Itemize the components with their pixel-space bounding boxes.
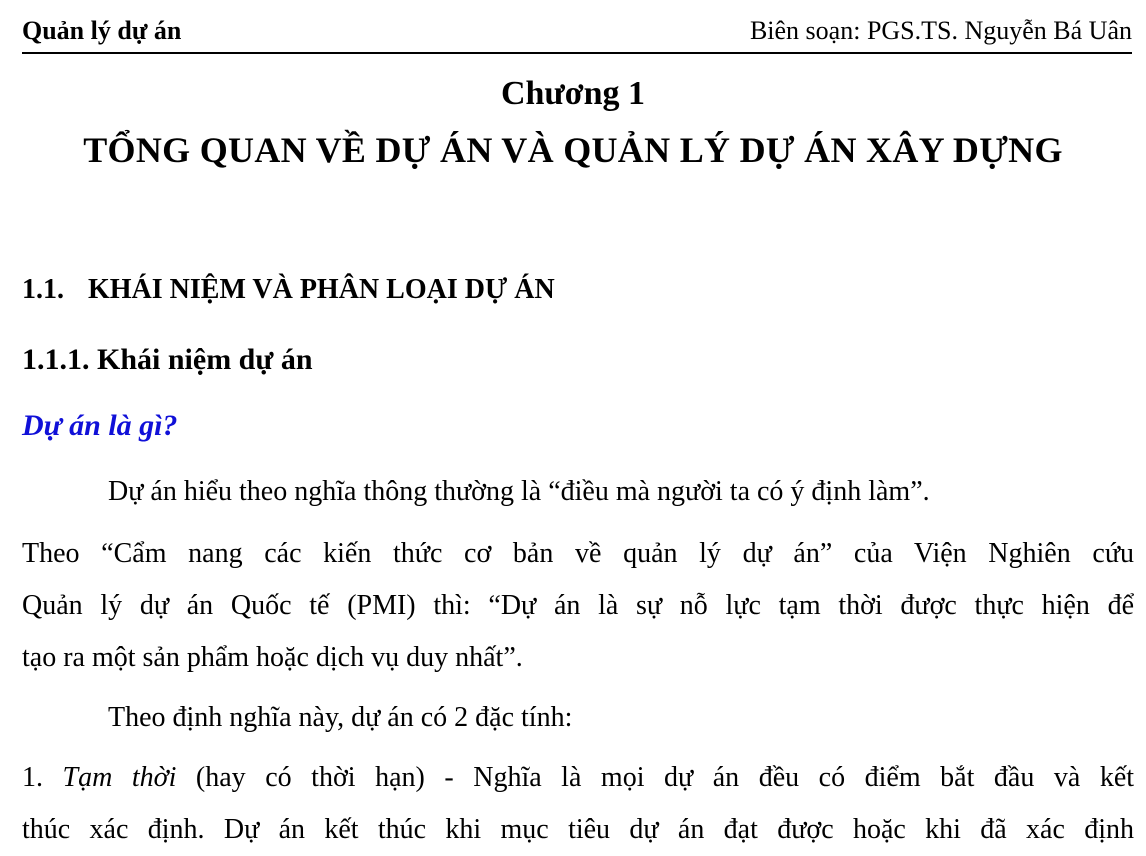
paragraph-pmi-line-1: Theo “Cẩm nang các kiến thức cơ bản về quản lý dự án” của Viện Nghiên cứu <box>22 538 1134 569</box>
section-title: KHÁI NIỆM VÀ PHÂN LOẠI DỰ ÁN <box>88 274 555 305</box>
chapter-label: Chương 1 <box>500 75 646 112</box>
chapter-title: TỔNG QUAN VỀ DỰ ÁN VÀ QUẢN LÝ DỰ ÁN XÂY DỰNG <box>83 130 1063 170</box>
term-temporary: Tạm thời <box>62 762 177 793</box>
paragraph-definition: Dự án hiểu theo nghĩa thông thường là “điều mà người ta có ý định làm”. <box>108 476 930 507</box>
paragraph-pmi-line-3: tạo ra một sản phẩm hoặc dịch vụ duy nhất”. <box>22 642 523 673</box>
paragraph-pmi <box>22 528 1134 684</box>
subsection-heading: 1.1.1. Khái niệm dự án <box>22 343 313 376</box>
question-heading: Dự án là gì? <box>22 409 178 442</box>
header-author: Biên soạn: PGS.TS. Nguyễn Bá Uân <box>749 16 1132 45</box>
paragraph-pmi-line-2: Quản lý dự án Quốc tế (PMI) thì: “Dự án là sự nỗ lực tạm thời được thực hiện để <box>22 590 1134 621</box>
page-header <box>22 14 1132 54</box>
paragraph-temporary-line-1 <box>22 752 1134 804</box>
paragraph-temporary-line-1-rest: (hay có thời hạn) - Nghĩa là mọi dự án đều có điểm bắt đầu và kết <box>176 762 1135 793</box>
paragraph-characteristics-intro: Theo định nghĩa này, dự án có 2 đặc tính: <box>108 702 573 733</box>
header-book-title: Quản lý dự án <box>22 16 182 45</box>
paragraph-temporary <box>22 752 1134 856</box>
list-number: 1. <box>22 762 63 793</box>
paragraph-temporary-line-2: thúc xác định. Dự án kết thúc khi mục tiêu dự án đạt được hoặc khi đã xác định <box>22 814 1134 845</box>
section-heading <box>22 268 555 312</box>
section-number: 1.1. <box>22 274 64 305</box>
